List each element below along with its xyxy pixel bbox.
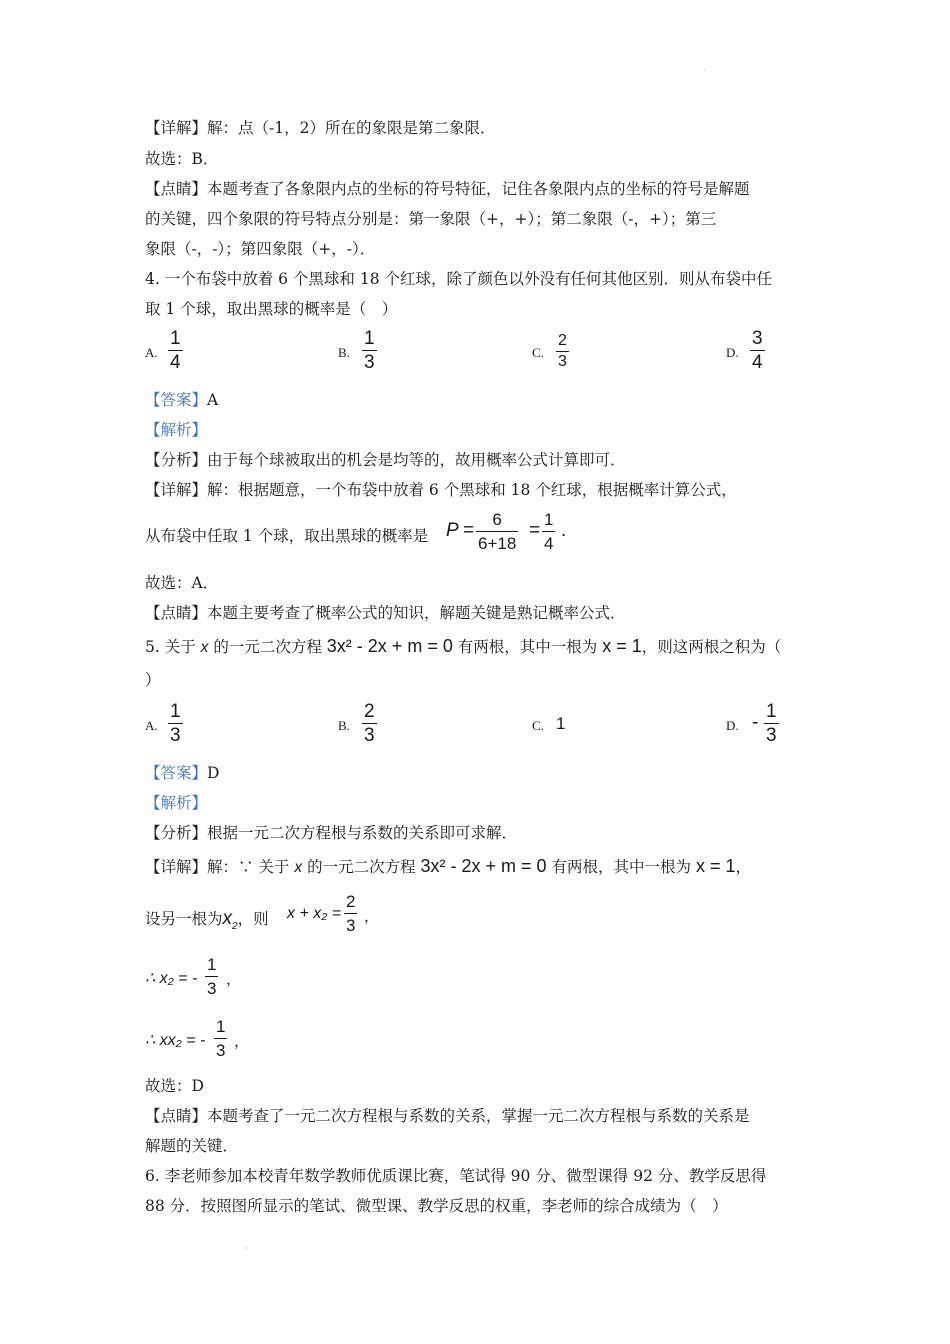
q5-option-d-fraction <box>764 701 779 746</box>
q4-option-a-label: A. <box>145 345 158 360</box>
q4-choose: 故选：A． <box>145 574 219 592</box>
q4-option-d-label: D. <box>726 345 739 360</box>
q4-detail-l1: 【详解】解：根据题意，一个布袋中放着 6 个黑球和 18 个红球，根据概率计算公式， <box>145 481 737 499</box>
q4-option-c-label: C. <box>532 345 544 360</box>
denominator: 3 <box>216 1041 226 1061</box>
stem-text-3: ，则这两根之积为（ <box>641 638 782 656</box>
var-x2: $x_2$ <box>222 908 238 932</box>
q5-step3-fraction <box>214 1016 227 1061</box>
q5-answer <box>145 763 219 783</box>
q5-detail <box>145 856 751 878</box>
numerator: 6 <box>492 510 502 529</box>
answer-tag: 【答案】 <box>145 391 208 409</box>
var-x: x <box>294 859 303 876</box>
q5-fenxi: 【分析】根据一元二次方程根与系数的关系即可求解． <box>145 824 518 842</box>
detail-prefix: 【详解】解：∵ 关于 <box>145 858 290 876</box>
q5-analysis-tag: 【解析】 <box>145 794 208 812</box>
numerator: 2 <box>558 332 567 349</box>
q4-formula-fraction-1 <box>476 509 518 554</box>
q5-step1-expr: x + x₂ = <box>287 905 342 922</box>
denominator: 4 <box>170 352 181 374</box>
q4-formula-end: . <box>561 520 567 541</box>
q4-formula-p: P <box>446 520 459 541</box>
q4-answer <box>145 390 218 410</box>
denominator: 3 <box>364 725 375 747</box>
q5-step2-comma: ， <box>226 971 242 988</box>
denominator: 3 <box>170 725 181 747</box>
step1-text-2: ，则 <box>237 910 269 928</box>
denominator: 6+18 <box>478 534 517 554</box>
q4-option-d-fraction <box>750 328 765 373</box>
numerator: 1 <box>170 701 181 722</box>
stem-prefix: 5. 关于 <box>145 638 196 656</box>
q5-option-a-fraction <box>168 701 183 746</box>
q5-step2-expr: ∴ x₂ = - <box>145 970 198 987</box>
q3-choose: 故选：B． <box>145 150 219 168</box>
numerator: 1 <box>170 328 181 349</box>
q4-option-a-fraction <box>168 328 183 373</box>
answer-value: A <box>207 391 219 409</box>
q5-option-d-sign: - <box>752 712 759 733</box>
numerator: 2 <box>364 701 375 722</box>
root-value: x = 1 <box>602 636 642 656</box>
step1-text: 设另一根为 <box>145 910 223 928</box>
detail-text-3: ， <box>735 858 751 876</box>
numerator: 1 <box>207 955 217 974</box>
root-value: x = 1 <box>695 856 736 876</box>
q3-comment-l1: 【点睛】本题考查了各象限内点的坐标的符号特征，记住各象限内点的坐标的符号是解题 <box>145 180 750 198</box>
q4-analysis-tag: 【解析】 <box>145 421 208 439</box>
q5-option-b-fraction <box>362 701 377 746</box>
equation: 3x² - 2x + m = 0 <box>326 636 453 656</box>
q5-comment-l1: 【点睛】本题考查了一元二次方程根与系数的关系，掌握一元二次方程根与系数的关系是 <box>145 1107 750 1125</box>
numerator: 1 <box>544 510 554 529</box>
q3-comment-l3: 象限（-，-）；第四象限（+，-）． <box>145 240 376 258</box>
detail-text-2: 有两根，其中一根为 <box>551 858 692 876</box>
numerator: 1 <box>364 328 375 349</box>
q5-step1 <box>145 909 269 937</box>
equation: 3x² - 2x + m = 0 <box>420 856 547 876</box>
q6-stem-l2: 88 分．按照图所显示的笔试、微型课、教学反思的权重，李老师的综合成绩为（ ） <box>145 1197 728 1215</box>
answer-tag: 【答案】 <box>145 764 208 782</box>
bottom-speck: · <box>245 1244 248 1253</box>
answer-value: D <box>207 764 220 782</box>
denominator: 3 <box>364 352 375 374</box>
q5-option-b-label: B. <box>338 718 350 733</box>
denominator: 3 <box>346 916 356 936</box>
q4-option-b-fraction <box>362 328 377 373</box>
q5-choose: 故选：D <box>145 1077 204 1095</box>
q5-stem <box>145 636 781 658</box>
stem-text-2: 有两根，其中一根为 <box>457 638 598 656</box>
denominator: 3 <box>207 979 217 999</box>
q4-detail-l2: 从布袋中任取 1 个球，取出黑球的概率是 <box>145 527 429 545</box>
numerator: 1 <box>766 701 777 722</box>
detail-text: 的一元二次方程 <box>307 858 416 876</box>
q5-step2-fraction <box>205 954 218 999</box>
denominator: 3 <box>558 353 567 371</box>
q5-step1-fraction <box>344 891 357 936</box>
q4-stem-l1: 4. 一个布袋中放着 6 个黑球和 18 个红球，除了颜色以外没有任何其他区别．则从布袋中任 <box>145 270 773 288</box>
q5-comment-l2: 解题的关键． <box>145 1137 239 1155</box>
q5-step1-comma: ， <box>364 908 380 925</box>
q5-option-a-label: A. <box>145 718 158 733</box>
q6-stem-l1: 6. 李老师参加本校青年数学教师优质课比赛，笔试得 90 分、微型课得 92 分、教学反思得 <box>145 1167 767 1185</box>
corner-speck: · <box>703 66 706 75</box>
q5-step3-expr: ∴ xx₂ = - <box>145 1032 206 1049</box>
var-x: x <box>200 639 209 656</box>
q4-stem-l2: 取 1 个球，取出黑球的概率是（ ） <box>145 300 398 318</box>
numerator: 1 <box>216 1017 226 1036</box>
numerator: 2 <box>346 892 356 911</box>
numerator: 3 <box>752 328 763 349</box>
q4-option-b-label: B. <box>338 345 350 360</box>
q5-stem-end: ） <box>145 671 161 689</box>
denominator: 4 <box>752 352 763 374</box>
q3-detail: 【详解】解：点（-1，2）所在的象限是第二象限． <box>145 119 496 137</box>
q5-step3-comma: ， <box>234 1033 250 1050</box>
q4-formula-fraction-2 <box>542 509 555 554</box>
denominator: 4 <box>544 534 554 554</box>
q5-option-c-value: 1 <box>556 714 566 733</box>
q3-comment-l2: 的关键，四个象限的符号特点分别是：第一象限（+，+）；第二象限（-，+）；第三 <box>145 210 717 228</box>
denominator: 3 <box>766 725 777 747</box>
q4-formula-eq1: = <box>463 520 475 541</box>
q4-fenxi: 【分析】由于每个球被取出的机会是均等的，故用概率公式计算即可． <box>145 451 626 469</box>
q5-option-d-label: D. <box>726 718 739 733</box>
q5-option-c-label: C. <box>532 718 544 733</box>
q4-formula-eq2: = <box>529 520 541 541</box>
stem-text: 的一元二次方程 <box>213 638 322 656</box>
q4-comment: 【点睛】本题主要考查了概率公式的知识，解题关键是熟记概率公式． <box>145 604 626 622</box>
q4-option-c-fraction <box>556 332 569 371</box>
